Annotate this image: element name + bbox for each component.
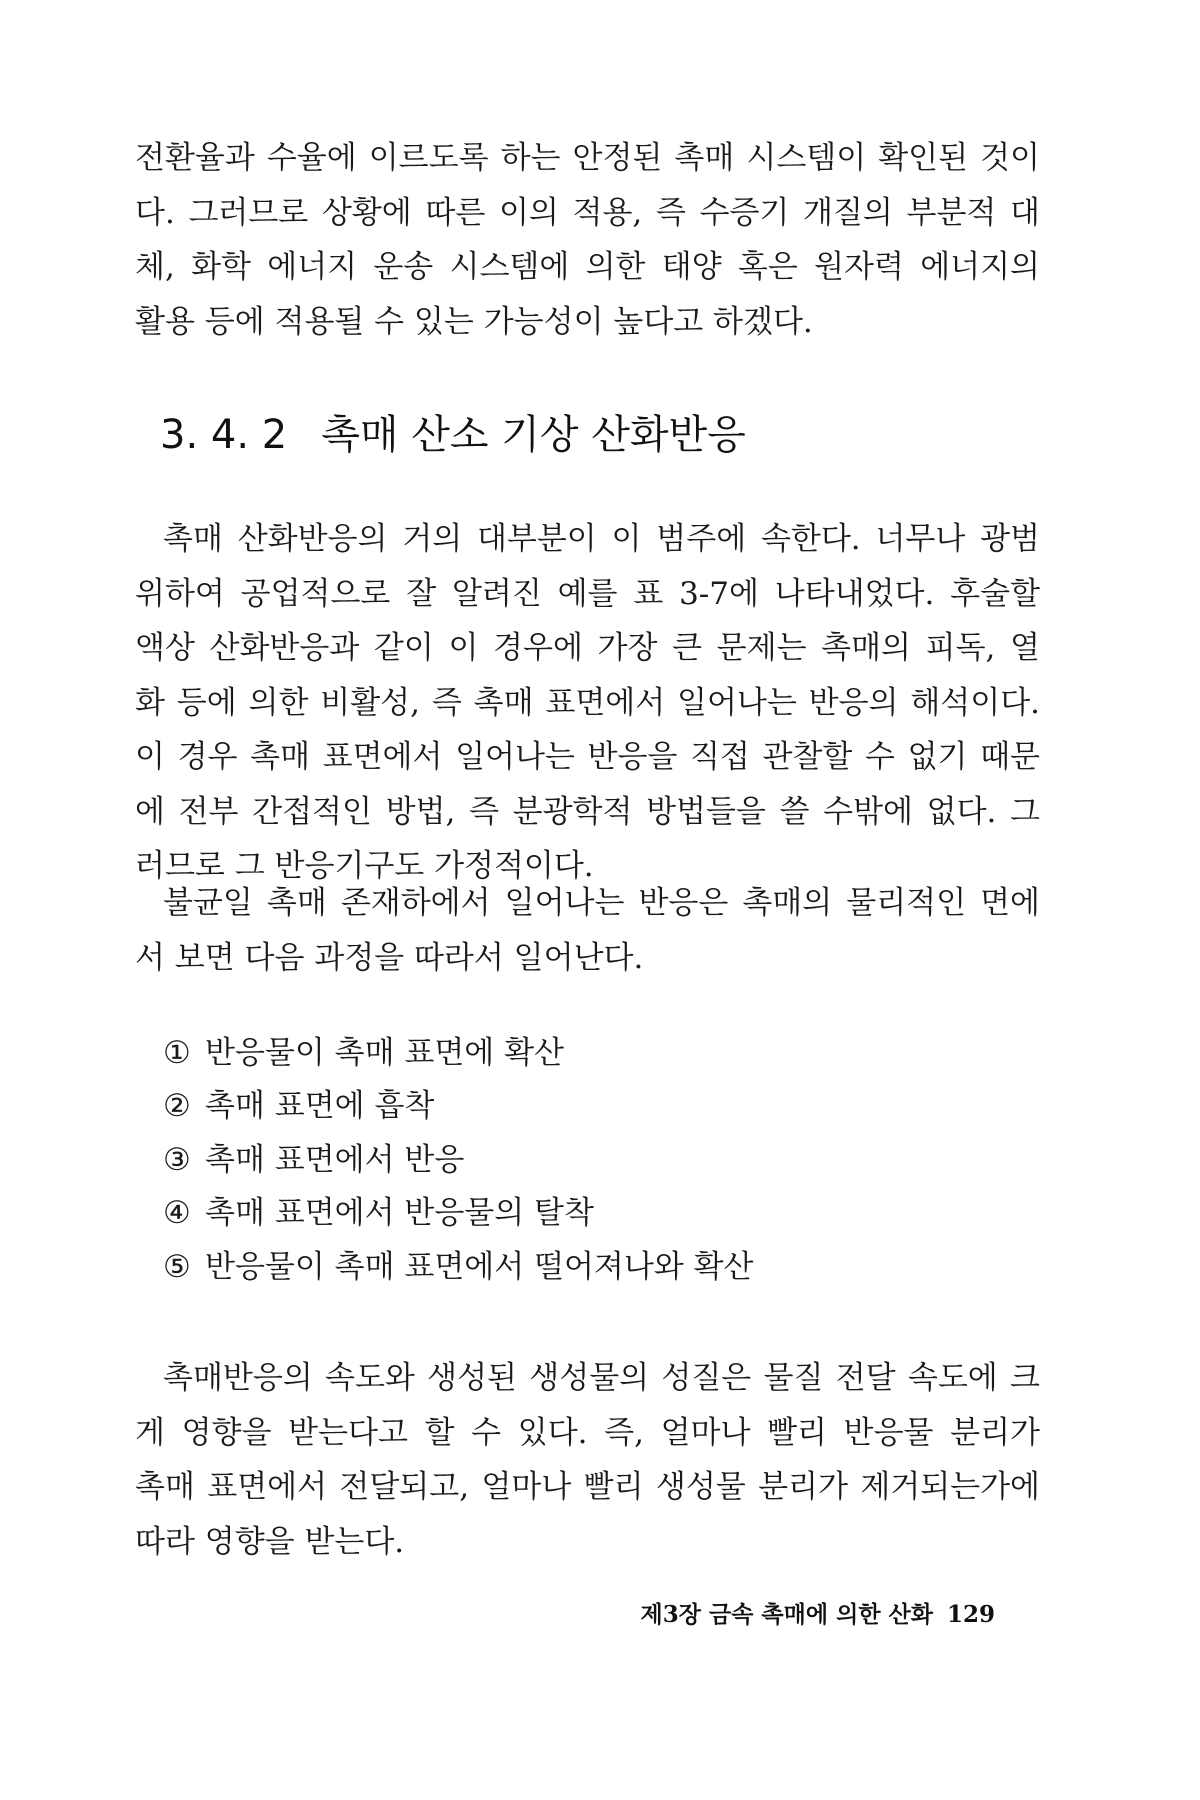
list-item-text: 반응물이 촉매 표면에서 떨어져나와 확산 — [205, 1248, 754, 1285]
text-line: 촉매 산화반응의 거의 대부분이 이 범주에 속한다. 너무나 광범 — [163, 521, 1040, 557]
text-line: 활용 등에 적용될 수 있는 가능성이 높다고 하겠다. — [135, 303, 813, 340]
page-footer — [641, 1596, 995, 1629]
page-number: 129 — [946, 1601, 995, 1628]
paragraph-3 — [135, 876, 1040, 985]
list-marker: ② — [163, 1088, 191, 1125]
text-line: 러므로 그 반응기구도 가정적이다. — [135, 848, 594, 884]
list-item — [163, 1080, 754, 1133]
list-marker: ① — [163, 1035, 191, 1071]
text-line: 화 등에 의한 비활성, 즉 촉매 표면에서 일어나는 반응의 해석이다. — [135, 684, 1040, 721]
list-marker: ④ — [163, 1195, 191, 1232]
list-item — [163, 1134, 754, 1187]
process-steps-list — [163, 1027, 754, 1294]
list-item — [163, 1187, 754, 1240]
text-line: 다. 그러므로 상황에 따른 이의 적용, 즉 수증기 개질의 부분적 대 — [135, 194, 1040, 231]
list-item-text: 반응물이 촉매 표면에 확산 — [205, 1035, 564, 1071]
running-footer-chapter: 제3장 금속 촉매에 의한 산화 — [640, 1601, 933, 1628]
text-line: 이 경우 촉매 표면에서 일어나는 반응을 직접 관찰할 수 없기 때문 — [135, 739, 1040, 775]
text-line: 촉매 표면에서 전달되고, 얼마나 빨리 생성물 분리가 제거되는가에 — [135, 1469, 1040, 1505]
section-number: 3. 4. 2 — [160, 412, 288, 458]
text-line: 촉매반응의 속도와 생성된 생성물의 성질은 물질 전달 속도에 크 — [163, 1360, 1040, 1396]
list-item-text: 촉매 표면에서 반응물의 탈착 — [205, 1195, 594, 1232]
list-item — [163, 1241, 754, 1294]
paragraph-2 — [135, 512, 1040, 894]
list-item-text: 촉매 표면에 흡착 — [205, 1088, 435, 1125]
list-item — [163, 1027, 754, 1080]
text-line: 게 영향을 받는다고 할 수 있다. 즉, 얼마나 빨리 반응물 분리가 — [135, 1414, 1040, 1451]
list-marker: ⑤ — [163, 1248, 191, 1285]
list-marker: ③ — [163, 1141, 191, 1178]
paragraph-4 — [135, 1351, 1040, 1569]
section-title: 촉매 산소 기상 산화반응 — [321, 412, 746, 458]
text-line: 서 보면 다음 과정을 따라서 일어난다. — [135, 939, 644, 976]
text-line: 위하여 공업적으로 잘 알려진 예를 표 3-7에 나타내었다. 후술할 — [135, 575, 1040, 612]
paragraph-1 — [135, 131, 1040, 349]
text-line: 에 전부 간접적인 방법, 즉 분광학적 방법들을 쓸 수밖에 없다. 그 — [135, 793, 1040, 830]
text-line: 따라 영향을 받는다. — [135, 1523, 405, 1560]
text-line: 체, 화학 에너지 운송 시스템에 의한 태양 혹은 원자력 에너지의 — [135, 249, 1040, 285]
text-line: 불균일 촉매 존재하에서 일어나는 반응은 촉매의 물리적인 면에 — [163, 885, 1040, 921]
list-item-text: 촉매 표면에서 반응 — [205, 1141, 465, 1178]
text-line: 전환율과 수율에 이르도록 하는 안정된 촉매 시스템이 확인된 것이 — [135, 140, 1040, 176]
section-heading — [160, 405, 746, 465]
text-line: 액상 산화반응과 같이 이 경우에 가장 큰 문제는 촉매의 피독, 열 — [135, 630, 1040, 666]
